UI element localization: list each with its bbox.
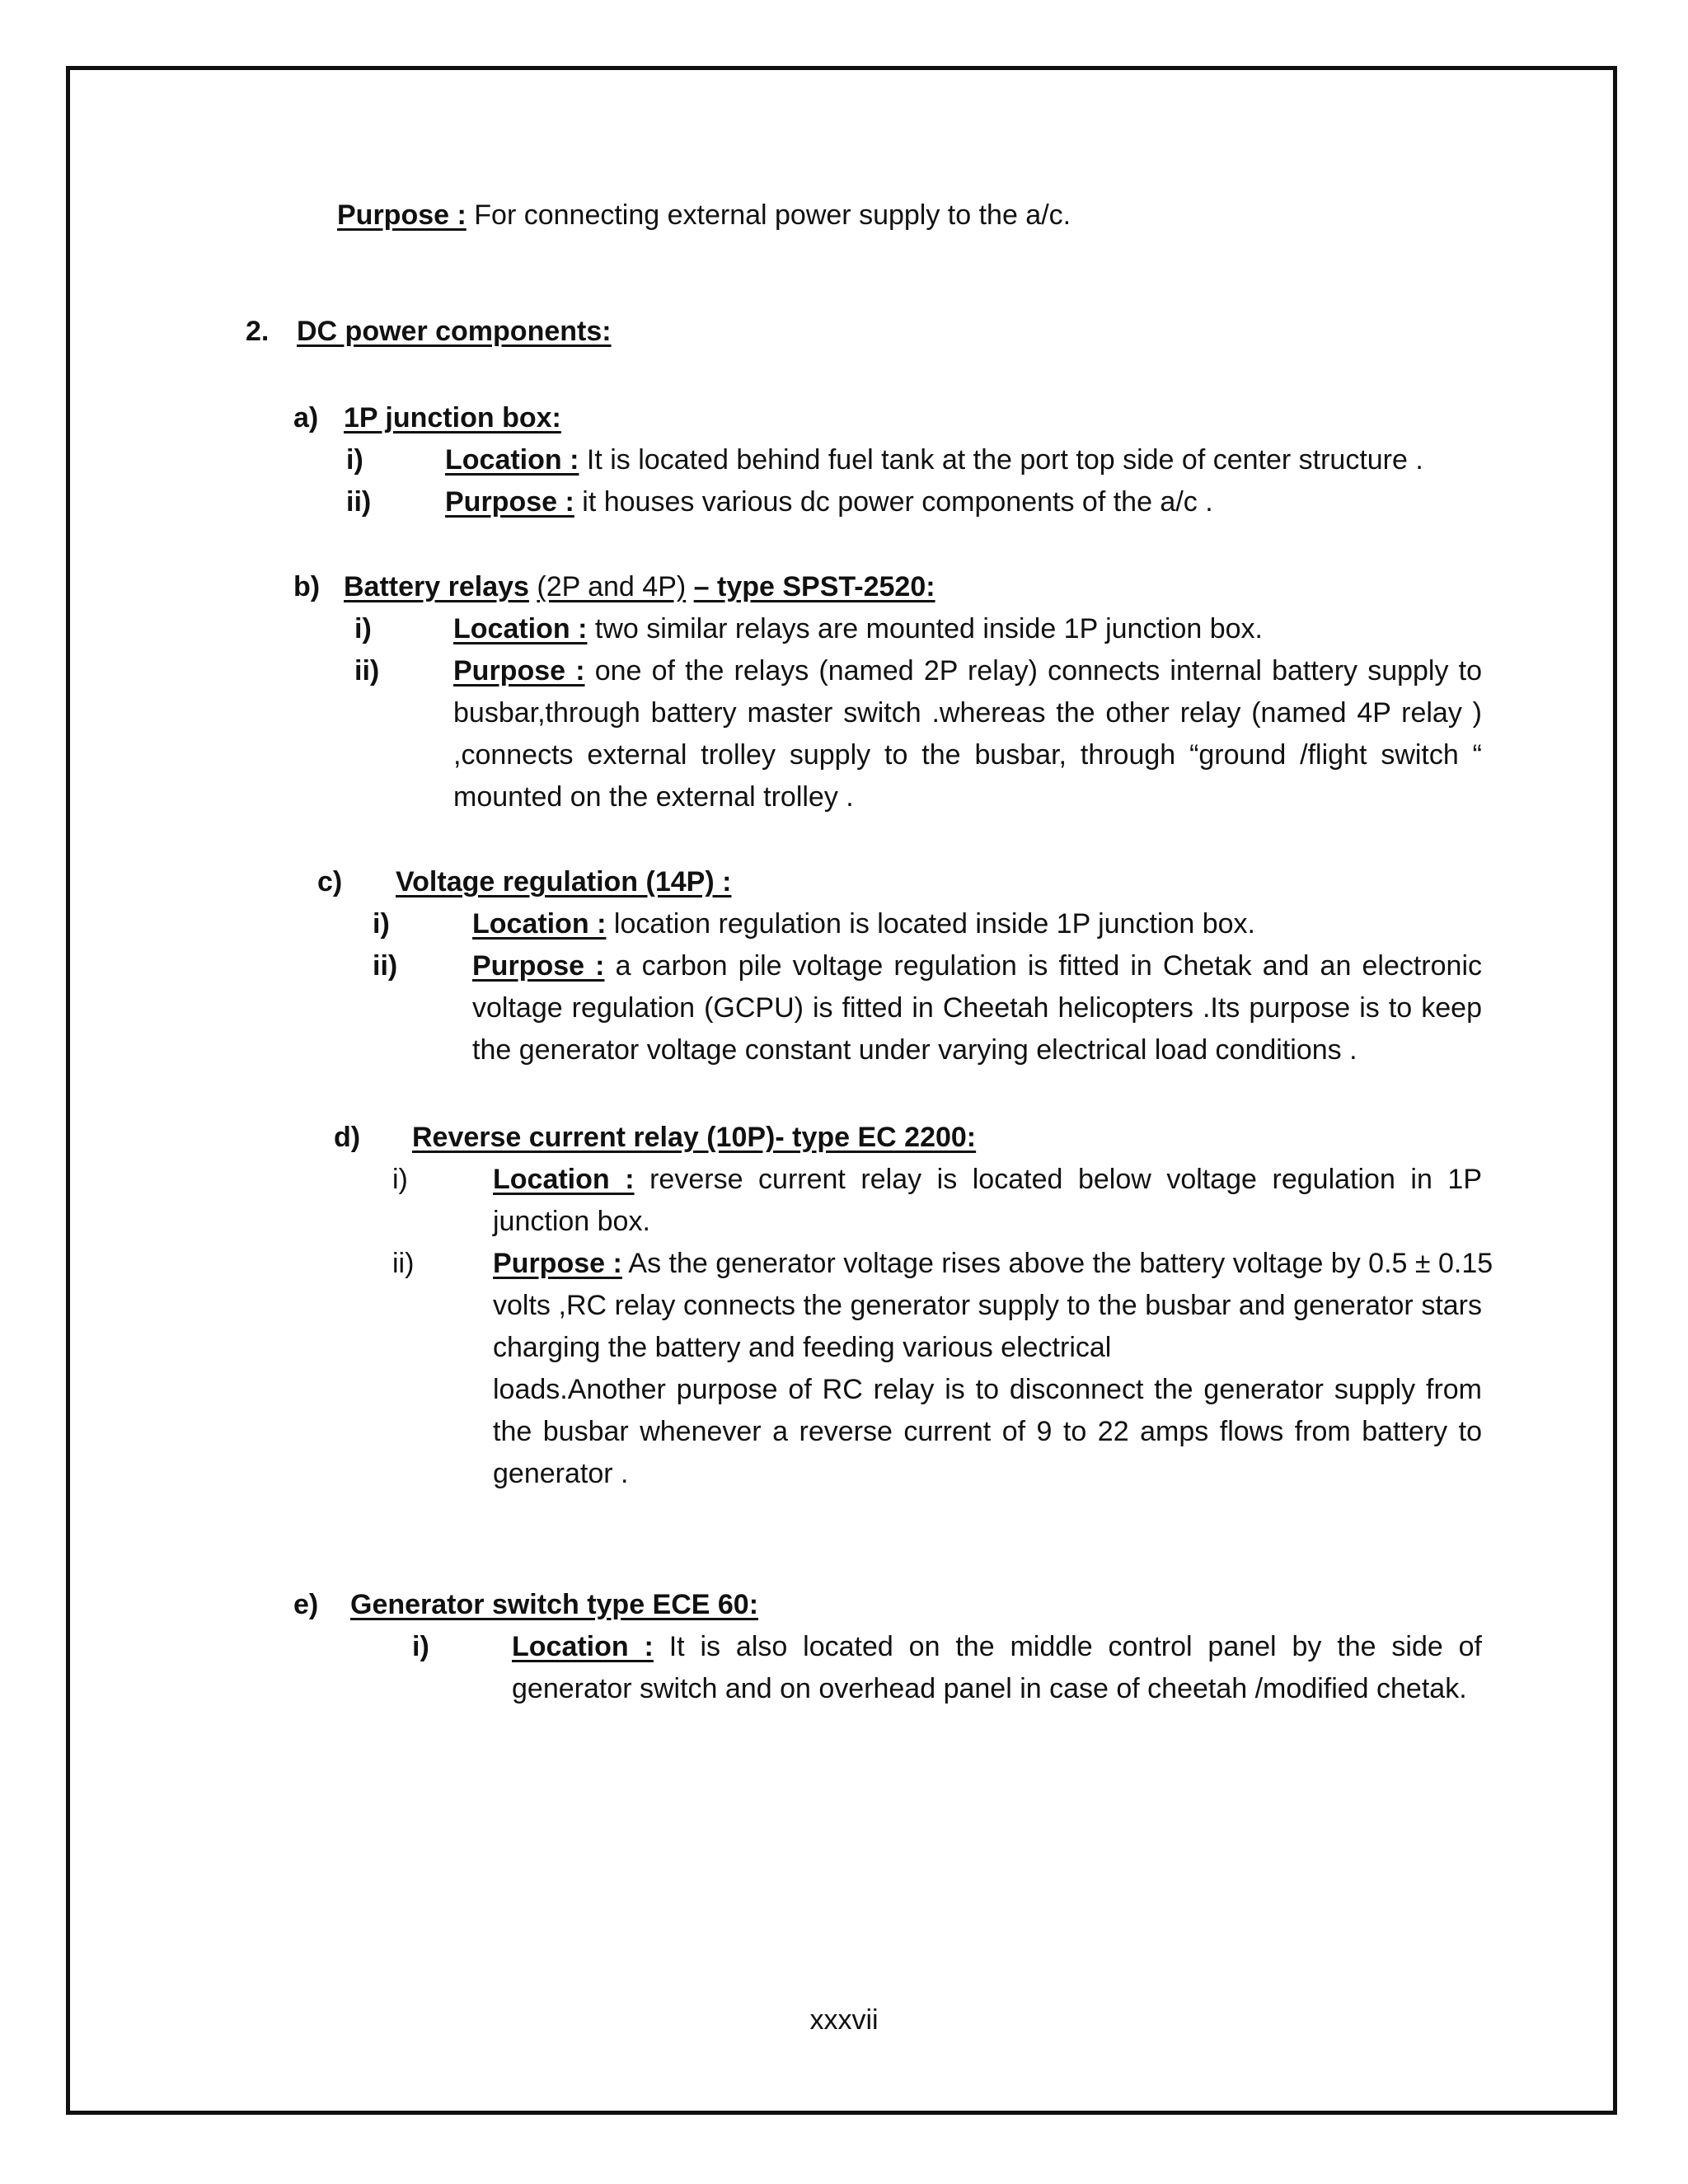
item-b-purpose-label: Purpose : xyxy=(453,655,585,687)
item-c-purpose-line3: the generator voltage constant under varying electrical load conditions . xyxy=(472,1034,1357,1066)
item-d-purpose-text1: As the generator voltage rises above the battery voltage by 0.5 ± 0.15 xyxy=(628,1248,1493,1279)
item-e-title: Generator switch type ECE 60: xyxy=(350,1589,759,1620)
item-d-purpose-line4: loads.Another purpose of RC relay is to disconnect the generator supply from xyxy=(493,1374,1482,1405)
item-d-purpose-line3: charging the battery and feeding various electrical xyxy=(493,1332,1112,1363)
item-d-location-label: Location : xyxy=(493,1164,635,1195)
item-c-marker: c) xyxy=(317,866,343,898)
item-b-i-marker: i) xyxy=(354,613,372,644)
item-c-title: Voltage regulation (14P) : xyxy=(396,866,732,898)
intro-purpose-text: For connecting external power supply to the a/c. xyxy=(474,199,1071,231)
item-d-purpose-line2: volts ,RC relay connects the generator supply to the busbar and generator stars xyxy=(493,1290,1482,1321)
section-title: DC power components: xyxy=(297,316,612,347)
intro-purpose-line xyxy=(337,194,1071,237)
item-d-purpose-line5: the busbar whenever a reverse current of 9 to 22 amps flows from battery to xyxy=(493,1416,1482,1447)
item-a-location-text: It is located behind fuel tank at the port top side of center structure . xyxy=(586,444,1423,476)
item-b-purpose-line1 xyxy=(453,650,1482,692)
item-a-purpose-label: Purpose : xyxy=(445,486,574,518)
item-b-ii-marker: ii) xyxy=(354,655,380,687)
item-b-i-line xyxy=(453,608,1263,650)
item-b-purpose-text1: one of the relays (named 2P relay) connects internal battery supply to xyxy=(594,655,1482,687)
item-e-location-line2: generator switch and on overhead panel in case of cheetah /modified chetak. xyxy=(512,1673,1467,1704)
item-a-ii-marker: ii) xyxy=(346,486,372,518)
item-b-purpose-line3: ,connects external trolley supply to the busbar, through “ground /flight switch “ xyxy=(453,739,1482,771)
item-a-title: 1P junction box: xyxy=(344,402,561,434)
item-e-marker: e) xyxy=(293,1589,319,1620)
item-e-location-label: Location : xyxy=(512,1631,654,1662)
item-c-i-line xyxy=(472,903,1255,945)
item-b-title-part2: (2P and 4P) xyxy=(537,571,687,602)
item-d-location-text1: reverse current relay is located below voltage regulation in 1P xyxy=(649,1164,1482,1195)
item-e-i-marker: i) xyxy=(412,1631,429,1662)
item-c-purpose-text1: a carbon pile voltage regulation is fitted in Chetak and an electronic xyxy=(615,950,1482,982)
item-c-i-marker: i) xyxy=(373,908,390,940)
item-d-marker: d) xyxy=(334,1122,361,1153)
item-a-i-line xyxy=(445,439,1423,481)
item-b-title xyxy=(344,566,935,608)
item-a-i-marker: i) xyxy=(346,444,363,476)
item-d-location-line1 xyxy=(493,1159,1482,1201)
item-b-title-part1: Battery relays xyxy=(344,571,529,602)
item-d-location-line2: junction box. xyxy=(493,1206,650,1237)
section-number: 2. xyxy=(246,316,270,347)
item-d-purpose-line6: generator . xyxy=(493,1458,629,1489)
item-d-title: Reverse current relay (10P)- type EC 2200: xyxy=(412,1122,977,1153)
item-a-ii-line xyxy=(445,481,1213,523)
page-number: xxxvii xyxy=(809,2004,879,2036)
item-b-purpose-line4: mounted on the external trolley . xyxy=(453,781,854,813)
item-b-location-text: two similar relays are mounted inside 1P junction box. xyxy=(594,613,1263,644)
item-c-purpose-label: Purpose : xyxy=(472,950,605,982)
item-b-marker: b) xyxy=(293,571,321,602)
item-e-location-text1: It is also located on the middle control panel by the side of xyxy=(668,1631,1482,1662)
item-e-location-line1 xyxy=(512,1626,1482,1668)
item-c-location-text: location regulation is located inside 1P junction box. xyxy=(613,908,1255,940)
item-a-marker: a) xyxy=(293,402,319,434)
item-c-purpose-line2: voltage regulation (GCPU) is fitted in Cheetah helicopters .Its purpose is to keep xyxy=(472,992,1482,1024)
item-b-title-part3: – type SPST-2520: xyxy=(693,571,935,602)
item-c-purpose-line1 xyxy=(472,945,1482,987)
item-d-ii-marker: ii) xyxy=(392,1248,415,1279)
item-c-ii-marker: ii) xyxy=(373,950,398,982)
item-a-purpose-text: it houses various dc power components of the a/c . xyxy=(582,486,1213,518)
page-border xyxy=(66,66,1617,2115)
item-d-i-marker: i) xyxy=(392,1164,408,1195)
item-d-purpose-line1 xyxy=(493,1243,1493,1285)
item-d-purpose-label: Purpose : xyxy=(493,1248,622,1279)
item-b-purpose-line2: busbar,through battery master switch .whereas the other relay (named 4P relay ) xyxy=(453,697,1482,729)
item-c-location-label: Location : xyxy=(472,908,607,940)
intro-purpose-label: Purpose : xyxy=(337,199,467,231)
item-b-location-label: Location : xyxy=(453,613,588,644)
item-a-location-label: Location : xyxy=(445,444,579,476)
